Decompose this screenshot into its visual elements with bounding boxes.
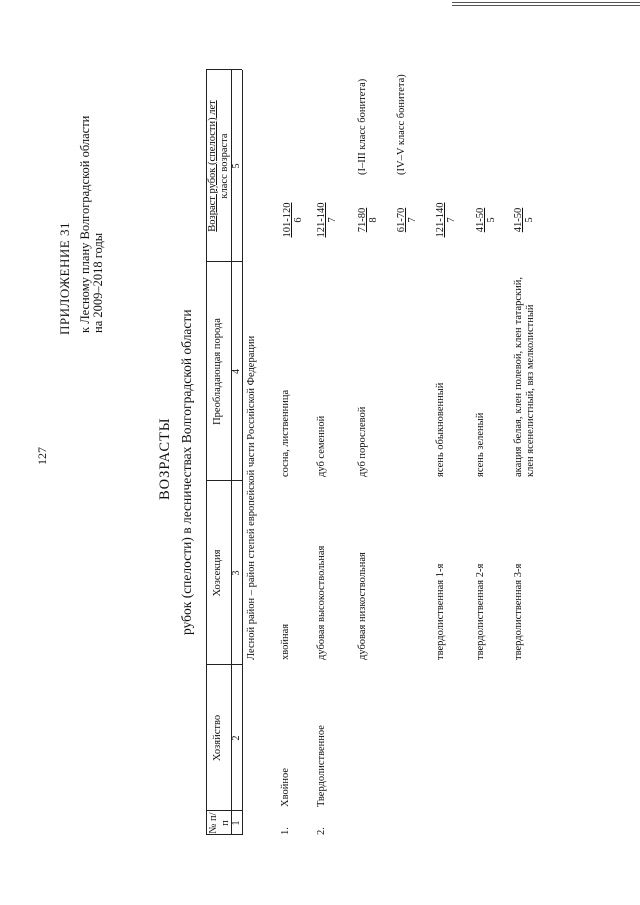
header-section: Хозсекция <box>212 549 223 597</box>
age-years: 101-120 <box>282 202 293 238</box>
page-number: 127 <box>35 447 49 465</box>
row-section: дубовая высокоствольная <box>316 545 327 660</box>
bonitet-note: (I–III класс бонитета) <box>357 78 368 175</box>
row-species: ясень зеленый <box>475 412 486 477</box>
age-class: 5 <box>486 217 497 223</box>
row-species: сосна, лиственница <box>280 389 291 477</box>
document-subtitle: рубок (спелости) в лесничествах Волгоградской области <box>179 309 194 635</box>
age-value <box>513 200 535 240</box>
header-num: № п/п <box>208 812 231 834</box>
age-class: 6 <box>293 217 304 223</box>
row-species: ясень обыкновенный <box>435 382 446 477</box>
row-section: дубовая низкоствольная <box>357 552 368 660</box>
age-value <box>475 200 497 240</box>
row-species: акация белая, клен полевой, клен татарский, клен ясенелистный, вяз мелколистный <box>513 277 536 477</box>
age-class: 7 <box>327 217 338 223</box>
age-class: 7 <box>407 217 418 223</box>
row-farm: Хвойное <box>280 768 291 807</box>
column-number: 1 <box>231 820 242 826</box>
age-years: 71-80 <box>357 207 368 233</box>
age-value <box>316 200 338 240</box>
appendix-line-1: к Лесному плану Волгоградской области <box>78 115 92 333</box>
header-farm: Хозяйство <box>212 714 223 762</box>
age-years: 41-50 <box>513 207 524 233</box>
row-num: 2. <box>316 827 327 835</box>
age-value <box>282 200 304 240</box>
age-years: 121-140 <box>435 202 446 238</box>
row-num: 1. <box>280 827 291 835</box>
column-number: 3 <box>231 570 242 576</box>
age-class: 5 <box>524 217 535 223</box>
age-years: 61-70 <box>396 207 407 233</box>
header-age: Возраст рубок (спелости) лет <box>207 100 218 232</box>
age-years: 41-50 <box>475 207 486 233</box>
region-heading: Лесной район – район степей европейской части Российской Федерации <box>246 335 257 660</box>
age-years: 121-140 <box>316 202 327 238</box>
age-class: 8 <box>368 217 379 223</box>
age-value <box>357 200 379 240</box>
column-number: 5 <box>231 163 242 169</box>
row-farm: Твердолиственное <box>316 725 327 807</box>
age-value <box>435 200 457 240</box>
column-number: 2 <box>231 735 242 741</box>
column-number: 4 <box>231 369 242 374</box>
row-species: дуб порослевой <box>357 406 368 477</box>
row-section: твердолиственная 1-я <box>435 563 446 660</box>
header-species: Преобладающая порода <box>212 318 223 425</box>
age-value <box>396 200 418 240</box>
header-age-class: класс возраста <box>219 133 230 199</box>
row-species: дуб семенной <box>316 415 327 477</box>
header-rule <box>242 70 243 835</box>
appendix-line-2: на 2009–2018 годы <box>91 232 105 333</box>
document-title: ВОЗРАСТЫ <box>157 417 173 500</box>
row-section: твердолиственная 3-я <box>513 563 524 660</box>
row-section: твердолиственная 2-я <box>475 563 486 660</box>
row-section: хвойная <box>280 623 291 660</box>
appendix-title: ПРИЛОЖЕНИЕ 31 <box>57 222 72 335</box>
age-class: 7 <box>446 217 457 223</box>
bonitet-note: (IV–V класс бонитета) <box>396 74 407 175</box>
